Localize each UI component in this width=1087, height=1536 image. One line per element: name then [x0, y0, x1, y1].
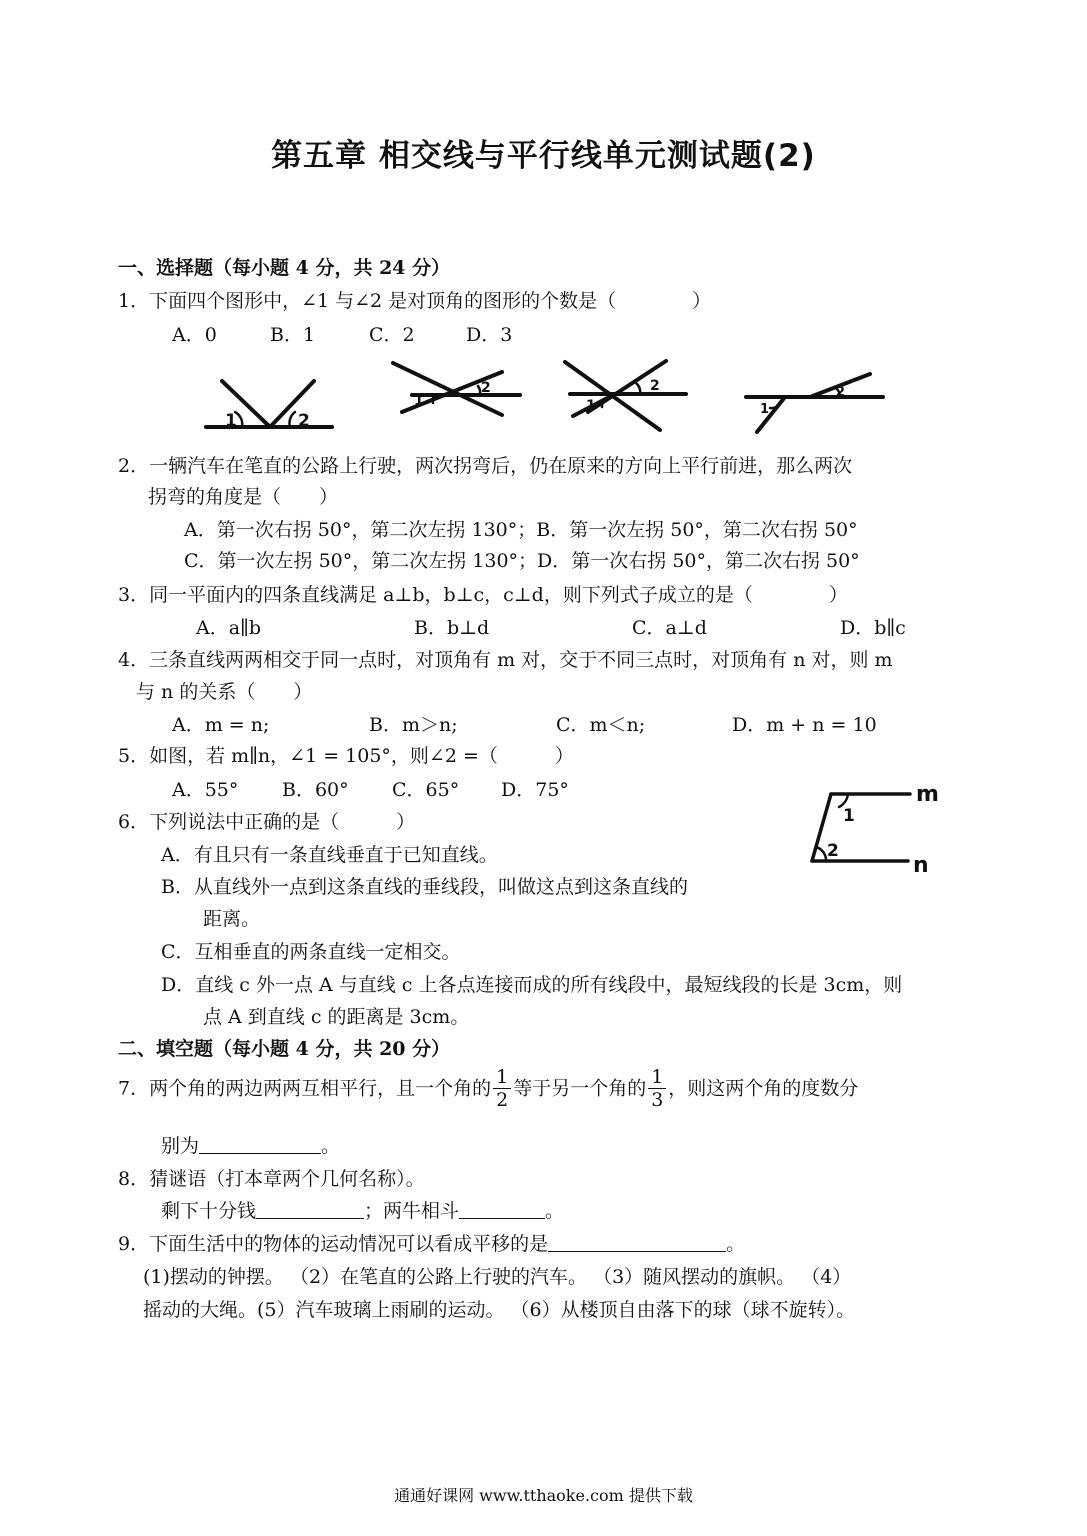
- question-6-option-a: A．有且只有一条直线垂直于已知直线。: [161, 844, 498, 866]
- question-4-option-c: C．m＜n;: [556, 714, 646, 736]
- riddle-1-answer-blank[interactable]: [256, 1200, 364, 1219]
- question-6-option-b: B．从直线外一点到这条直线的垂线段，叫做这点到这条直线的: [161, 876, 688, 898]
- question-4-option-d: D．m + n = 10: [732, 714, 877, 736]
- figure-3-crossing-lines: [565, 361, 686, 430]
- figure-3-angle-2-label: 2: [650, 378, 660, 394]
- riddle-2-answer-blank[interactable]: [459, 1200, 545, 1219]
- figure-1-angle-2-label: 2: [298, 411, 310, 431]
- fraction-2-numerator: 1: [648, 1066, 666, 1089]
- question-3-option-a: A．a∥b: [196, 617, 261, 639]
- question-3-option-c: C．a⊥d: [632, 617, 707, 639]
- section-heading-choice: 一、选择题（每小题 4 分，共 24 分）: [118, 257, 451, 279]
- question-1-option-b: B．1: [270, 324, 316, 346]
- question-1-option-d: D．3: [466, 324, 513, 346]
- question-8-stem: 8．猜谜语（打本章两个几何名称）。: [118, 1168, 425, 1190]
- question-1-option-a: A．0: [172, 324, 217, 346]
- question-9-answer-blank[interactable]: [548, 1233, 726, 1252]
- figure-4-angle-1-label: 1: [760, 402, 770, 417]
- question-8-end: 。: [545, 1200, 565, 1222]
- question-3-stem: 3．同一平面内的四条直线满足 a⊥b，b⊥c，c⊥d，则下列式子成立的是（ ）: [118, 584, 848, 606]
- question-2-stem: 2．一辆汽车在笔直的公路上行驶，两次拐弯后，仍在原来的方向上平行前进，那么两次: [118, 455, 853, 477]
- question-9-items-line-2: 摇动的大绳。(5）汽车玻璃上雨刷的运动。 （6）从楼顶自由落下的球（球不旋转）。: [143, 1299, 856, 1321]
- fraction-1-denominator: 2: [496, 1089, 509, 1111]
- page-title: 第五章 相交线与平行线单元测试题(2): [271, 138, 816, 174]
- question-6-option-c: C．互相垂直的两条直线一定相交。: [161, 941, 461, 963]
- question-7-answer-blank[interactable]: [199, 1135, 321, 1154]
- question-4-option-b: B．m＞n;: [369, 714, 458, 736]
- riddle-2-text: ；两牛相斗: [364, 1200, 460, 1222]
- question-9-items-line-1: (1)摆动的钟摆。 （2）在笔直的公路上行驶的汽车。 （3）随风摆动的旗帜。 （4）: [143, 1266, 852, 1288]
- figure-4-angle-2-label: 2: [836, 385, 846, 400]
- question-7-text-1: 7．两个角的两边两两互相平行，且一个角的: [118, 1077, 492, 1100]
- question-5-option-d: D．75°: [501, 779, 569, 801]
- fraction-one-third: [648, 1066, 666, 1111]
- page-footer: 通通好课网 www.tthaoke.com 提供下载: [394, 1486, 693, 1505]
- line-m-label: m: [916, 782, 939, 807]
- question-6-option-d-continued: 点 A 到直线 c 的距离是 3cm。: [203, 1006, 470, 1028]
- fraction-one-half: [493, 1066, 511, 1111]
- question-5-figure: [800, 780, 950, 875]
- angle-1-label: 1: [843, 806, 855, 826]
- question-7-end: 。: [321, 1135, 341, 1157]
- angle-2-label: 2: [827, 841, 839, 861]
- question-5-stem: 5．如图，若 m∥n，∠1 = 105°，则∠2 =（ ）: [118, 745, 574, 767]
- fraction-1-numerator: 1: [493, 1066, 511, 1089]
- question-8-riddles: [161, 1196, 564, 1223]
- line-n-label: n: [913, 853, 929, 875]
- figure-1-angle-1-label: 1: [225, 411, 237, 431]
- question-7-stem: [118, 1066, 858, 1111]
- fraction-2-denominator: 3: [651, 1089, 664, 1111]
- figure-2-angle-1-label: 1: [414, 393, 424, 409]
- question-2-options-cd: C．第一次左拐 50°，第二次左拐 130°；D．第一次右拐 50°，第二次右拐 50°: [184, 550, 860, 572]
- question-5-option-c: C．65°: [392, 779, 460, 801]
- question-6-option-d: D．直线 c 外一点 A 与直线 c 上各点连接而成的所有线段中，最短线段的长是 3cm，则: [161, 974, 903, 996]
- question-1-stem: 1．下面四个图形中，∠1 与∠2 是对顶角的图形的个数是（ ）: [118, 290, 712, 312]
- question-1-option-c: C．2: [369, 324, 415, 346]
- figure-3-angle-1-label: 1: [586, 398, 596, 414]
- question-7-text-3: ，则这两个角的度数分: [668, 1077, 859, 1100]
- question-4-option-a: A．m = n;: [172, 714, 270, 736]
- question-7-line-2: [161, 1131, 340, 1158]
- question-2-options-ab: A．第一次右拐 50°，第二次左拐 130°；B．第一次左拐 50°，第二次右拐 50°: [184, 519, 858, 541]
- question-4-stem: 4．三条直线两两相交于同一点时，对顶角有 m 对，交于不同三点时，对顶角有 n 对，则 m: [118, 649, 893, 671]
- question-6-option-b-continued: 距离。: [203, 908, 261, 930]
- figure-2-angle-2-label: 2: [481, 380, 491, 396]
- section-heading-fill-in: 二、填空题（每小题 4 分，共 20 分）: [118, 1038, 451, 1060]
- question-3-option-d: D．b∥c: [840, 617, 906, 639]
- question-5-option-a: A．55°: [172, 779, 239, 801]
- question-3-option-b: B．b⊥d: [414, 617, 490, 639]
- question-9-stem-line: [118, 1229, 745, 1256]
- question-9-stem: 9．下面生活中的物体的运动情况可以看成平移的是: [118, 1233, 549, 1255]
- question-5-option-b: B．60°: [282, 779, 349, 801]
- question-6-stem: 6．下列说法中正确的是（ ）: [118, 811, 416, 833]
- question-1-figures: [190, 350, 910, 440]
- figure-2-crossing-lines: [393, 363, 520, 415]
- question-2-stem-continued: 拐弯的角度是（ ）: [148, 486, 339, 508]
- riddle-1-text: 剩下十分钱: [161, 1200, 257, 1222]
- question-7-text-4: 别为: [161, 1135, 200, 1157]
- question-4-stem-continued: 与 n 的关系（ ）: [136, 681, 313, 703]
- question-7-text-2: 等于另一个角的: [513, 1077, 647, 1100]
- question-9-end: 。: [726, 1233, 746, 1255]
